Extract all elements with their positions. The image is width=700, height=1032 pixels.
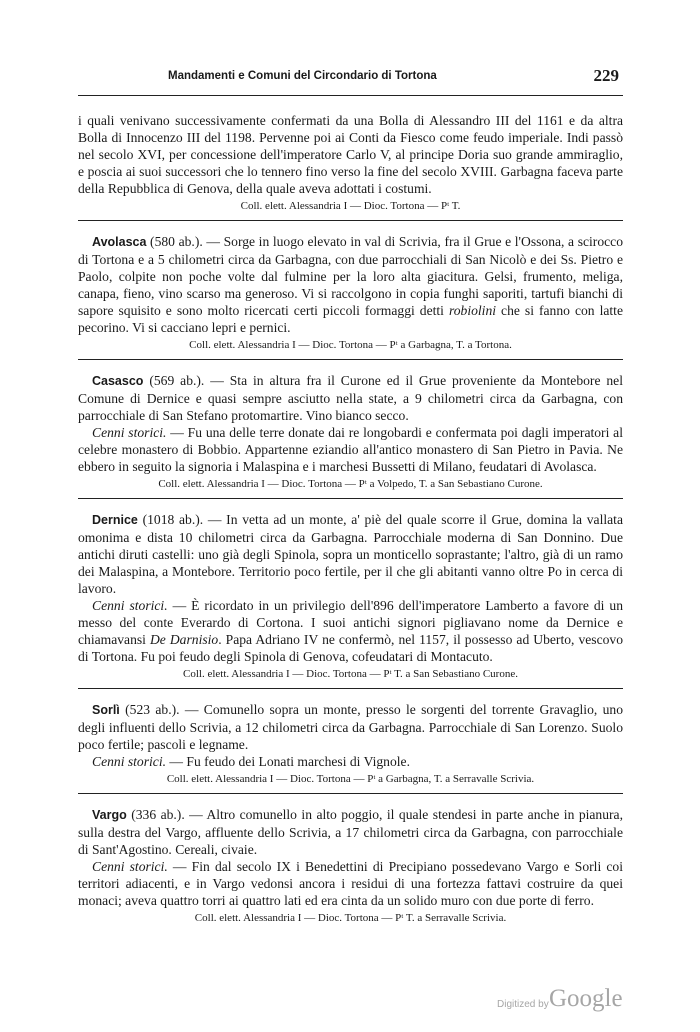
entry-casasco xyxy=(78,372,623,424)
entry-name: Avolasca xyxy=(92,235,147,249)
running-header xyxy=(78,66,623,88)
entry-text: (1018 ab.). — In vetta ad un monte, a' piè del quale scorre il Grue, domina la vallata omonima e dista 10 chilometri circa da Garbagna. Parrocchiale moderna di San Donnino. Due antichi diruti castelli: uno già degli Spinola, sopra un monticello soprastante; l'altro, già di un ramo dei Malaspina, a Montebore. Territorio poco fertile, per il che gli abitanti vanno oltre Po in cerca di lavoro. xyxy=(78,512,623,596)
running-title: Mandamenti e Comuni del Circondario di Tortona xyxy=(168,70,437,82)
entry-sorli xyxy=(78,701,623,753)
entry-dernice xyxy=(78,511,623,597)
cenni-text-end: . Papa Adriano IV ne confermò, nel 1157, il possesso ad Uberto, vescovo di Tortona. Fu poi feudo degli Spinola di Genova, cofeudatari di Montacuto. xyxy=(78,632,623,664)
google-logo: Google xyxy=(549,985,623,1012)
page-number: 229 xyxy=(593,66,619,85)
entry-text: (569 ab.). — Sta in altura fra il Curone ed il Grue proveniente da Montebore nel Comune di Dernice e quasi sempre asciutto nella state, a 9 chilometri circa da Garbagna, con parrocchiale di San Stefano protomartire. Vino bianco secco. xyxy=(78,373,623,423)
cenni-text: — È ricordato in un privilegio dell'896 dell'imperatore Lamberto a favore di un messo del conte Everardo di Cortona. I suoi antichi signori pigliavano nome da Dernice e chiamavansi xyxy=(78,598,623,647)
digitized-by-text: Digitized by xyxy=(497,999,549,1010)
entry-name: Vargo xyxy=(92,808,127,822)
casasco-cenni-storici xyxy=(78,424,623,475)
cenni-text: — Fu una delle terre donate dai re longobardi e confermata poi dagli imperatori al celebre monastero di Bobbio. Appartenne eziandio all'antico monastero di San Pietro in Pavia. Ne ebbero in seguito la signoria i Malaspina e i marchesi Bussetti di Milano, feudatari di Avolasca. xyxy=(78,425,623,474)
cenni-label: Cenni storici. xyxy=(92,859,168,874)
entry-vargo xyxy=(78,806,623,858)
google-watermark xyxy=(497,985,647,1021)
intro-collegio-line: Coll. elett. Alessandria I — Dioc. Tortona — Pᵗ T. xyxy=(78,199,623,221)
entry-text: (523 ab.). — Comunello sopra un monte, presso le sorgenti del torrente Gravaglio, uno degli influenti dello Scrivia, a 12 chilometri circa da Garbagna. Parrocchiale di San Lorenzo. Suolo poco fertile; pascoli e legname. xyxy=(78,702,623,752)
vargo-cenni-storici xyxy=(78,858,623,909)
vargo-collegio-line: Coll. elett. Alessandria I — Dioc. Tortona — Pᵗ T. a Serravalle Scrivia. xyxy=(194,912,507,924)
entry-name: Dernice xyxy=(92,513,138,527)
dernice-cenni-storici xyxy=(78,597,623,665)
dernice-collegio-line: Coll. elett. Alessandria I — Dioc. Tortona — Pᵗ T. a San Sebastiano Curone. xyxy=(78,667,623,689)
entry-text-end: che si fanno con latte pecorino. Vi si cacciano lepri e pernici. xyxy=(78,303,623,335)
avolasca-collegio-line: Coll. elett. Alessandria I — Dioc. Tortona — Pᵗ a Garbagna, T. a Tortona. xyxy=(78,338,623,360)
sorli-collegio-line: Coll. elett. Alessandria I — Dioc. Tortona — Pᵗ a Garbagna, T. a Serravalle Scrivia. xyxy=(78,772,623,794)
cenni-label: Cenni storici. xyxy=(92,425,167,440)
casasco-collegio-line: Coll. elett. Alessandria I — Dioc. Tortona — Pᵗ a Volpedo, T. a San Sebastiano Curone. xyxy=(78,477,623,499)
entry-name: Casasco xyxy=(92,374,144,388)
entry-name: Sorlì xyxy=(92,703,120,717)
entry-avolasca xyxy=(78,233,623,336)
cenni-text: — Fin dal secolo IX i Benedettini di Precipiano possedevano Vargo e Sorli coi territori adiacenti, e in Vargo vedonsi ancora i residui di una fortezza fattavi costruire da quei monaci; aveva quattro torri ai quattro lati ed era cinta da un solido muro con due porte di ferro. xyxy=(78,859,623,908)
header-rule xyxy=(78,95,623,96)
cenni-label: Cenni storici. xyxy=(92,598,168,613)
intro-paragraph: i quali venivano successivamente confermati da una Bolla di Alessandro III del 1161 e da altra Bolla di Innocenzo III del 1198. Pervenne poi ai Conti da Fiesco come feudo imperiale. Indi passò nel secolo XVI, per concessione dell'imperatore Carlo V, al principe Doria suo grande ammiraglio, e poscia ai suoi successori che lo tennero fino verso la fine del secolo XVIII. Garbagna faceva parte della Repubblica di Genova, della quale aveva adottati i costumi. xyxy=(78,113,623,196)
cenni-label: Cenni storici. xyxy=(92,754,167,769)
cenni-text: — Fu feudo dei Lonati marchesi di Vignole. xyxy=(166,754,410,769)
entry-text: (336 ab.). — Altro comunello in alto poggio, il quale stendesi in parte anche in pianura, sulla destra del Vargo, affluente dello Scrivia, a 17 chilometri circa da Garbagna, con parrocchiale di Sant'Agostino. Cereali, civaie. xyxy=(78,807,623,857)
entry-italic-term: robiolini xyxy=(448,303,497,318)
page-body xyxy=(78,112,623,932)
entry-text: (580 ab.). — Sorge in luogo elevato in val di Scrivia, fra il Grue e l'Ossona, a scirocco di Tortona e a 5 chilometri circa da Garbagna, con due parrocchiali di San Nicolò e dei Ss. Pietro e Paolo, colpite non poche volte dal fulmine per la loro alta giacitura. Gelsi, frumento, meliga, canapa, fieno, vino scarso ma generoso. Vi si raccolgono in copia funghi saporiti, tartufi bianchi di sapore squisito e sono molto ricercati certi piccoli formaggi detti xyxy=(78,234,623,318)
cenni-italic-term: De Darnisio xyxy=(149,632,219,647)
sorli-cenni-storici xyxy=(78,753,623,770)
